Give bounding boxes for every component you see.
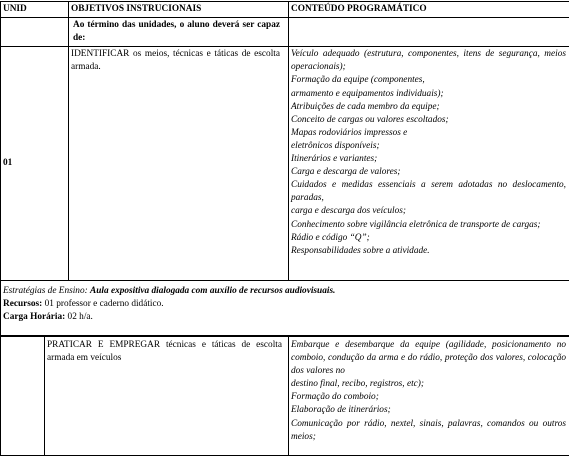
unit-1-contents (289, 47, 569, 281)
intro-empty-content (289, 18, 569, 47)
strategy-label: Estratégias de Ensino: (3, 286, 88, 296)
workload-text: 02 h/a. (68, 312, 93, 322)
header-objetivos: OBJETIVOS INSTRUCIONAIS (69, 2, 289, 18)
content-item: eletrônicos disponíveis; (291, 140, 566, 153)
content-item: Cuidados e medidas essenciais a serem adotadas no deslocamento, paradas, (291, 179, 566, 205)
strategy-row (1, 281, 569, 337)
header-row (1, 2, 569, 18)
strategy-text: Aula expositiva dialogada com auxílio de recursos audiovisuais. (90, 286, 335, 296)
content-item: Formação do comboio; (291, 391, 566, 404)
content-item: Mapas rodoviários impressos e (291, 127, 566, 140)
header-unid: UNID (1, 2, 69, 18)
unit-1-row (1, 47, 569, 281)
unit-2-objective: PRATICAR E EMPREGAR técnicas e táticas de escolta armada em veículos (45, 336, 289, 456)
resources-text: 01 professor e caderno didático. (45, 299, 164, 309)
unit-2-number (1, 336, 45, 456)
content-item: destino final, recibo, registros, etc); (291, 378, 566, 391)
unit-1-objective: IDENTIFICAR os meios, técnicas e táticas de escolta armada. (69, 47, 289, 281)
syllabus-table-unit-1 (0, 1, 569, 337)
content-item: Atribuições de cada membro da equipe; (291, 101, 566, 114)
strategy-cell (1, 281, 569, 337)
content-item: armamento e equipamentos individuais); (291, 88, 566, 101)
intro-objective: Ao término das unidades, o aluno deverá ser capaz de: (69, 18, 289, 47)
unit-2-contents (289, 336, 569, 456)
strategy-line (3, 285, 567, 298)
content-item: Elaboração de itinerários; (291, 404, 566, 417)
intro-empty-cell (1, 18, 69, 47)
unit-1-number: 01 (1, 47, 69, 281)
content-item: Conhecimento sobre vigilância eletrônica de transporte de cargas; (291, 219, 566, 232)
content-item: carga e descarga dos veículos; (291, 205, 566, 218)
content-item: Itinerários e variantes; (291, 153, 566, 166)
content-item: Responsabilidades sobre a atividade. (291, 245, 566, 258)
content-item: Carga e descarga de valores; (291, 166, 566, 179)
content-item: Veículo adequado (estrutura, componentes, itens de segurança, meios operacionais); (291, 48, 566, 74)
content-item: Embarque e desembarque da equipe (agilidade, posicionamento no comboio, condução da arma e do rádio, proteção dos valores, colocação dos valores no (291, 339, 566, 378)
resources-label: Recursos: (3, 299, 42, 309)
unit-2-row (1, 336, 569, 456)
workload-label: Carga Horária: (3, 312, 65, 322)
content-item: Comunicação por rádio, nextel, sinais, palavras, comandos ou outros meios; (291, 418, 566, 444)
syllabus-table-unit-2 (0, 335, 569, 456)
content-item: Conceito de cargas ou valores escoltados; (291, 114, 566, 127)
header-conteudo: CONTEÚDO PROGRAMÁTICO (289, 2, 569, 18)
workload-line (3, 311, 567, 324)
content-item: Rádio e código “Q”; (291, 232, 566, 245)
content-item: Formação da equipe (componentes, (291, 74, 566, 87)
intro-row (1, 18, 569, 47)
resources-line (3, 298, 567, 311)
